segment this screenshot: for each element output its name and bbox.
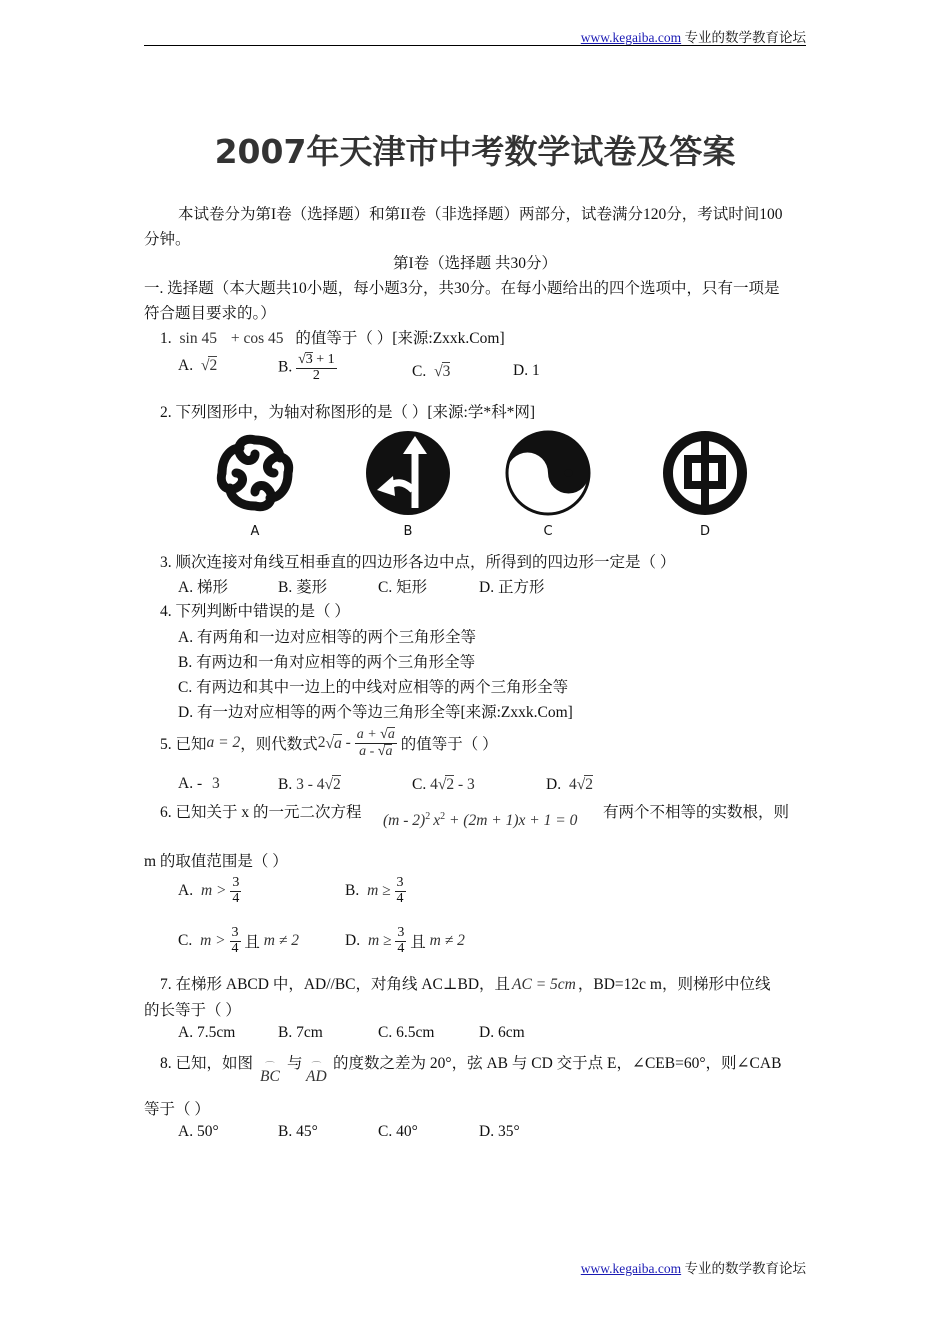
q5-frac-den: a - bbox=[359, 743, 378, 759]
q1-option-b-root: 3 bbox=[305, 352, 313, 367]
q8-arc-bc-label: ⌒ BC bbox=[260, 1068, 280, 1086]
q5-frac-num: a + bbox=[356, 727, 381, 742]
q5-option-c-root: 2 bbox=[446, 776, 455, 793]
question-5: 5. 已知a = 2，则代数式2√a - $\frac{a + √a}{a - √a}$ 的值等于（ ） bbox=[160, 727, 498, 759]
header-suffix: 专业的数学教育论坛 bbox=[681, 30, 806, 45]
q2-label-d: D bbox=[699, 524, 710, 539]
turn-sign-icon bbox=[363, 428, 453, 518]
q5-option-d: D. 4√2 bbox=[546, 776, 593, 793]
q1-option-a-value: √2 bbox=[200, 357, 218, 374]
intro-line-1: 本试卷分为第I卷（选择题）和第II卷（非选择题）两部分，试卷满分120分，考试时间100 bbox=[178, 206, 783, 223]
header-rule bbox=[144, 45, 806, 46]
question-2: 2. 下列图形中，为轴对称图形的是（ ）[来源:学*科*网] bbox=[160, 404, 536, 421]
q6-eq-part2: x bbox=[433, 812, 441, 830]
q1-text: 的值等于（ ）[来源:Zxxk.Com] bbox=[295, 330, 505, 347]
q6-option-c-and: 且 bbox=[244, 934, 260, 952]
q5-minus: - bbox=[341, 734, 355, 752]
q7-option-c: C. 6.5cm bbox=[378, 1024, 435, 1041]
q7-option-a: A. 7.5cm bbox=[178, 1024, 236, 1041]
q6-equation bbox=[383, 811, 577, 830]
q8-option-c: C. 40° bbox=[378, 1123, 418, 1140]
question-1 bbox=[160, 326, 505, 348]
q8-option-a: A. 50° bbox=[178, 1123, 219, 1140]
q6-option-a-fraction bbox=[230, 876, 241, 906]
q7-post: ，BD=12c m，则梯形中位线 bbox=[577, 976, 771, 993]
header-link[interactable]: www.kegaiba.com bbox=[580, 30, 682, 45]
q5-option-d-root: 2 bbox=[585, 776, 593, 793]
q7-option-d: D. 6cm bbox=[479, 1024, 525, 1041]
q6-eq-sup2: 2 bbox=[440, 811, 446, 822]
q5-option-a-value: 3 bbox=[211, 775, 220, 792]
q6-option-c-ne: m ≠ 2 bbox=[263, 932, 299, 950]
q6-option-b-den: 4 bbox=[396, 890, 404, 906]
q6-post: 有两个不相等的实数根，则 bbox=[603, 804, 790, 821]
q1-expr-cos: + cos 45 bbox=[230, 330, 284, 347]
q1-option-b-label: B. bbox=[278, 358, 293, 376]
q8-line-2: 等于（ ） bbox=[144, 1101, 210, 1118]
q1-expr-sin: sin 45 bbox=[179, 330, 217, 347]
footer-suffix: 专业的数学教育论坛 bbox=[681, 1261, 806, 1276]
q4-option-a: A. 有两角和一边对应相等的两个三角形全等 bbox=[178, 629, 476, 646]
q8-arc-ad bbox=[306, 1068, 327, 1086]
q6-option-d-num: 3 bbox=[397, 925, 405, 940]
q1-number: 1. bbox=[160, 330, 172, 347]
q6-line-2: m 的取值范围是（ ） bbox=[144, 853, 288, 870]
q6-option-a-label: A. bbox=[178, 882, 194, 900]
q5-frac-num-root: a bbox=[387, 727, 395, 742]
page-header bbox=[144, 26, 806, 46]
q5-option-a-label: A. - bbox=[178, 775, 206, 792]
q8-prefix: 8. 已知，如图 bbox=[160, 1055, 254, 1072]
q6-option-c-label: C. bbox=[178, 932, 193, 950]
q4-option-d: D. 有一边对应相等的两个等边三角形全等[来源:Zxxk.Com] bbox=[178, 704, 573, 721]
q5-condition: a = 2 bbox=[206, 734, 241, 752]
q6-option-d bbox=[345, 926, 465, 956]
q5-option-b-label: B. bbox=[278, 776, 293, 793]
q5-option-c: C. 4√2 - 3 bbox=[412, 776, 475, 793]
section-title: 第I卷（选择题 共30分） bbox=[392, 255, 558, 272]
q7-prefix: 7. 在梯形 ABCD 中，AD//BC，对角线 AC⊥BD，且 bbox=[160, 976, 511, 993]
q6-option-a-rel: m > bbox=[200, 882, 227, 900]
q1-option-b-plus: + 1 bbox=[316, 352, 335, 367]
q8-arc-bc bbox=[260, 1068, 280, 1086]
q2-figure-c bbox=[498, 428, 598, 539]
q5-prefix: 5. 已知 bbox=[160, 736, 207, 754]
q6-option-c-fraction bbox=[230, 926, 241, 956]
q2-figure-b bbox=[358, 428, 458, 539]
q6-option-c-num: 3 bbox=[231, 925, 239, 940]
q6-option-b-label: B. bbox=[345, 882, 360, 900]
q6-option-b-rel: m ≥ bbox=[367, 882, 391, 900]
q1-option-b-fraction: $\frac{√3 + 1}{2}$ bbox=[298, 352, 335, 383]
page-footer bbox=[144, 1257, 806, 1277]
q8-arc-ad-label: ⌒ AD bbox=[306, 1068, 327, 1086]
q1-option-b-den: 2 bbox=[312, 367, 320, 383]
q4-option-b: B. 有两边和一角对应相等的两个三角形全等 bbox=[178, 654, 476, 671]
intro-line-2: 分钟。 bbox=[144, 231, 191, 248]
q5-option-b: B. 3 - 4√2 bbox=[278, 776, 341, 793]
q6-option-c-rel: m > bbox=[200, 932, 226, 950]
q5-option-d-label: D. bbox=[546, 776, 562, 793]
q1-option-d: D. 1 bbox=[513, 362, 540, 379]
q5-radicand: a bbox=[334, 734, 342, 752]
q7-condition: AC = 5cm bbox=[512, 976, 576, 993]
q6-option-d-den: 4 bbox=[397, 940, 405, 956]
part-heading-line-1: 一. 选择题（本大题共10小题，每小题3分，共30分。在每小题给出的四个选项中，只有一项是 bbox=[144, 280, 780, 297]
q1-option-c-radicand: 3 bbox=[442, 363, 451, 380]
q5-option-b-root: 2 bbox=[333, 776, 341, 793]
yin-yang-icon bbox=[503, 428, 593, 518]
q5-option-d-coef: 4 bbox=[568, 776, 577, 793]
q5-option-b-value: 3 - 4 bbox=[296, 776, 325, 793]
q1-option-a-radicand: 2 bbox=[209, 357, 218, 374]
bank-logo-icon bbox=[660, 428, 750, 518]
q5-coef: 2 bbox=[317, 734, 326, 752]
question-4: 4. 下列判断中错误的是（ ） bbox=[160, 603, 350, 620]
q8-option-d: D. 35° bbox=[479, 1123, 520, 1140]
q1-option-a-label: A. bbox=[178, 357, 194, 374]
q6-option-a-den: 4 bbox=[232, 890, 240, 906]
knot-symbol-icon bbox=[210, 428, 300, 518]
q7-line-2: 的长等于（ ） bbox=[144, 1002, 241, 1019]
q6-eq-part3: + (2m + 1)x + 1 = 0 bbox=[445, 812, 578, 830]
q6-eq-sup1: 2 bbox=[425, 811, 431, 822]
document-title: 2007年天津市中考数学试卷及答案 bbox=[214, 132, 736, 171]
q6-option-a-num: 3 bbox=[232, 875, 240, 890]
q6-option-d-rel: m ≥ bbox=[367, 932, 392, 950]
q3-option-d: D. 正方形 bbox=[479, 579, 545, 596]
q8-post: 的度数之差为 20°，弦 AB 与 CD 交于点 E，∠CEB=60°，则∠CAB bbox=[333, 1055, 782, 1072]
q2-label-b: B bbox=[403, 524, 413, 539]
q3-option-c: C. 矩形 bbox=[378, 579, 428, 596]
q5-option-c-coef: 4 bbox=[430, 776, 438, 793]
q5-mid: ，则代数式 bbox=[240, 736, 318, 754]
q5-option-c-label: C. bbox=[412, 776, 427, 793]
part-heading-line-2: 符合题目要求的。） bbox=[144, 305, 276, 322]
q1-options bbox=[178, 356, 217, 375]
q6-option-d-fraction bbox=[395, 926, 406, 956]
q2-figure-d bbox=[655, 428, 755, 539]
q5-fraction: $\frac{a + √a}{a - √a}$ bbox=[356, 727, 395, 759]
q6-option-b-num: 3 bbox=[396, 875, 404, 890]
q1-option-c-label: C. bbox=[412, 363, 427, 380]
q6-option-d-label: D. bbox=[345, 932, 361, 950]
q2-label-a: A bbox=[250, 524, 260, 539]
q1-option-b bbox=[278, 352, 337, 383]
q2-figure-a bbox=[205, 428, 305, 539]
q6-option-b bbox=[345, 876, 406, 906]
question-7 bbox=[160, 972, 770, 994]
q5-option-a bbox=[178, 775, 220, 793]
q6-option-b-fraction bbox=[395, 876, 406, 906]
q3-option-a: A. 梯形 bbox=[178, 579, 228, 596]
q7-option-b: B. 7cm bbox=[278, 1024, 323, 1041]
q6-eq-part1: (m - 2) bbox=[383, 812, 426, 830]
q5-option-c-tail: - 3 bbox=[454, 776, 475, 793]
q3-option-b: B. 菱形 bbox=[278, 579, 328, 596]
q5-post: 的值等于（ ） bbox=[400, 736, 498, 754]
q6-option-a bbox=[178, 876, 241, 906]
q6-prefix: 6. 已知关于 x 的一元二次方程 bbox=[160, 804, 362, 821]
q8-mid: 与 bbox=[287, 1055, 303, 1072]
q6-option-c bbox=[178, 926, 299, 956]
q6-option-c-den: 4 bbox=[231, 940, 239, 956]
q5-frac-den-root: a bbox=[385, 743, 393, 759]
q2-label-c: C bbox=[543, 524, 553, 539]
q6-option-d-ne: m ≠ 2 bbox=[429, 932, 465, 950]
question-3: 3. 顺次连接对角线互相垂直的四边形各边中点，所得到的四边形一定是（ ） bbox=[160, 554, 676, 571]
q6-option-d-and: 且 bbox=[410, 934, 426, 952]
footer-link[interactable]: www.kegaiba.com bbox=[580, 1261, 682, 1276]
q8-option-b: B. 45° bbox=[278, 1123, 318, 1140]
q1-option-c: C. √3 bbox=[412, 363, 451, 380]
q4-option-c: C. 有两边和其中一边上的中线对应相等的两个三角形全等 bbox=[178, 679, 569, 696]
